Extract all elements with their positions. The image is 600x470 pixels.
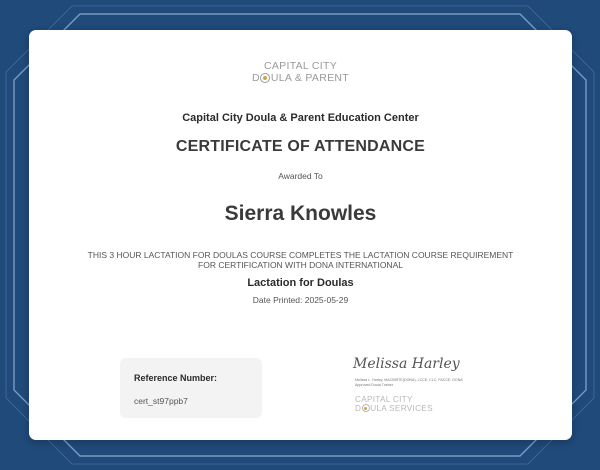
logo-o-icon [260, 73, 270, 83]
services-logo-line-2-prefix: D [355, 404, 362, 413]
reference-label: Reference Number: [134, 373, 218, 383]
signature-caption: Melissa L. Harley, MACBIRTE(DONA), LCCE, CLC, FACCE, DONA Approved Doula Trainer [355, 378, 463, 387]
services-logo-line-1: CAPITAL CITY [355, 395, 413, 404]
logo-line-2-prefix: D [252, 72, 260, 84]
certificate-title: CERTIFICATE OF ATTENDANCE [175, 138, 426, 155]
services-logo-line-2-suffix: ULA SERVICES [370, 404, 433, 413]
signature: Melissa Harley [353, 356, 460, 372]
reference-number: cert_st97ppb7 [134, 396, 188, 406]
awarded-to-label: Awarded To [278, 171, 323, 181]
logo-line-2-suffix: ULA & PARENT [270, 72, 349, 84]
signature-block [347, 356, 463, 424]
services-logo-o-icon [362, 404, 370, 412]
organization-name: Capital City Doula & Parent Education Center [182, 112, 419, 124]
recipient-name: Sierra Knowles [224, 202, 377, 225]
organization-logo [29, 60, 572, 84]
date-printed: Date Printed: 2025-05-29 [252, 295, 349, 305]
doula-services-logo [355, 395, 433, 413]
course-name: Lactation for Doulas [247, 277, 354, 289]
course-description: THIS 3 HOUR LACTATION FOR DOULAS COURSE COMPLETES THE LACTATION COURSE REQUIREMENT FOR CERTIFICATION WITH DONA INTERNATIONAL [87, 250, 514, 270]
certificate-card [29, 30, 572, 440]
reference-box [120, 358, 262, 418]
logo-line-1: CAPITAL CITY [263, 60, 338, 72]
